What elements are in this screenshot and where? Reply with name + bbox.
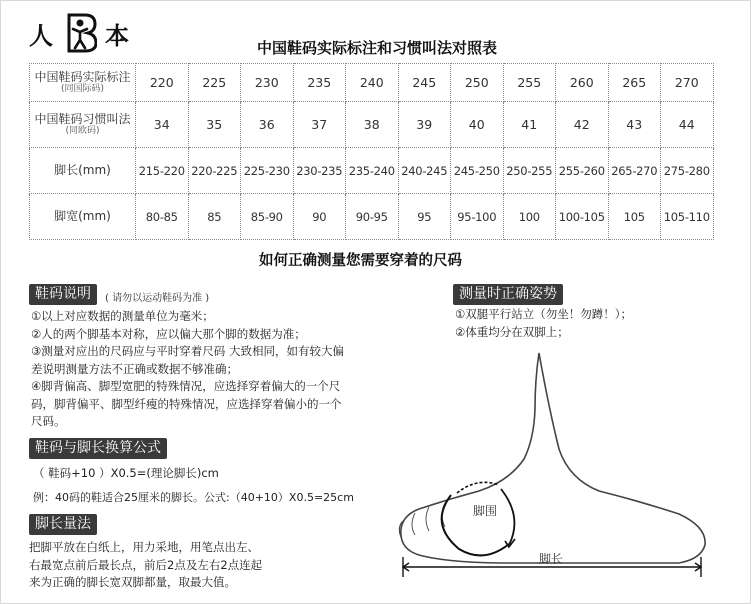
table-cell: 275-280 bbox=[661, 148, 714, 194]
table-cell: 80-85 bbox=[136, 194, 189, 240]
row-sublabel: (同欧码) bbox=[65, 126, 100, 136]
table-cell: 230-235 bbox=[293, 148, 346, 194]
size-conversion-table bbox=[29, 63, 714, 240]
table-cell: 35 bbox=[188, 102, 241, 148]
method-line: 把脚平放在白纸上，用力采地，用笔点出左、 bbox=[29, 540, 259, 554]
method-line: 右最宽点前后最长点，前后2点及左右2点连起 bbox=[29, 557, 263, 572]
posture-line: ①双腿平行站立（勿坐！勿蹲！）； bbox=[455, 307, 633, 321]
foot-outline bbox=[401, 353, 705, 563]
formula-block bbox=[33, 465, 354, 506]
measure-title: 如何正确测量您需要穿着的尺码 bbox=[259, 253, 462, 269]
posture-list bbox=[455, 306, 632, 341]
table-cell: 100-105 bbox=[556, 194, 609, 240]
table-cell: 225-230 bbox=[241, 148, 294, 194]
row-label: 脚长(mm) bbox=[54, 163, 111, 177]
table-cell: 41 bbox=[503, 102, 556, 148]
table-cell: 255-260 bbox=[556, 148, 609, 194]
table-cell: 40 bbox=[451, 102, 504, 148]
foot-measurement-illustration bbox=[389, 349, 719, 581]
table-cell: 42 bbox=[556, 102, 609, 148]
table-cell: 85 bbox=[188, 194, 241, 240]
table-row bbox=[30, 102, 714, 148]
table-cell: 39 bbox=[398, 102, 451, 148]
row-sublabel: (同国际码) bbox=[60, 84, 105, 94]
person-logo-icon bbox=[63, 13, 97, 53]
table-cell: 265-270 bbox=[608, 148, 661, 194]
table-cell: 230 bbox=[241, 64, 294, 102]
row-label: 中国鞋码习惯叫法 bbox=[34, 112, 131, 126]
row-label: 脚宽(mm) bbox=[54, 209, 111, 223]
table-cell: 265 bbox=[608, 64, 661, 102]
size-note-line: 码，脚背偏平、脚型纤瘦的特殊情况，应选择穿着偏小的一个 bbox=[31, 396, 342, 411]
table-row bbox=[30, 64, 714, 102]
size-note-tag: 鞋码说明 bbox=[29, 284, 97, 305]
brand-logo bbox=[29, 11, 129, 55]
table-cell: 270 bbox=[661, 64, 714, 102]
table-cell: 36 bbox=[241, 102, 294, 148]
row-header bbox=[30, 102, 136, 148]
formula-line: （ 鞋码+10 ）X0.5=(理论脚长)cm bbox=[33, 466, 219, 480]
table-row bbox=[30, 194, 714, 240]
formula-tag: 鞋码与脚长换算公式 bbox=[29, 438, 167, 459]
posture-line: ②体重均分在双脚上； bbox=[455, 324, 569, 339]
table-cell: 225 bbox=[188, 64, 241, 102]
table-cell: 85-90 bbox=[241, 194, 294, 240]
table-cell: 215-220 bbox=[136, 148, 189, 194]
row-label: 中国鞋码实际标注 bbox=[34, 70, 131, 84]
table-cell: 235 bbox=[293, 64, 346, 102]
table-cell: 95-100 bbox=[451, 194, 504, 240]
table-cell: 240-245 bbox=[398, 148, 451, 194]
size-note-remark: ( 请勿以运动鞋码为准 ) bbox=[105, 293, 210, 304]
size-note-line: ①以上对应数据的测量单位为毫米； bbox=[31, 309, 214, 323]
posture-tag: 测量时正确姿势 bbox=[453, 284, 563, 305]
table-cell: 250 bbox=[451, 64, 504, 102]
table-cell: 90 bbox=[293, 194, 346, 240]
formula-example: 例：40码的鞋适合25厘米的脚长。公式:（40+10）X0.5=25cm bbox=[33, 490, 354, 504]
method-tag: 脚长量法 bbox=[29, 514, 97, 535]
table-row bbox=[30, 148, 714, 194]
table-cell: 95 bbox=[398, 194, 451, 240]
table-cell: 105 bbox=[608, 194, 661, 240]
table-cell: 220-225 bbox=[188, 148, 241, 194]
row-header bbox=[30, 148, 136, 194]
table-cell: 43 bbox=[608, 102, 661, 148]
table-cell: 240 bbox=[346, 64, 399, 102]
length-label: 脚长 bbox=[539, 552, 564, 566]
table-cell: 90-95 bbox=[346, 194, 399, 240]
row-header bbox=[30, 64, 136, 102]
table-cell: 245 bbox=[398, 64, 451, 102]
table-cell: 260 bbox=[556, 64, 609, 102]
page-title: 中国鞋码实际标注和习惯叫法对照表 bbox=[257, 39, 498, 57]
logo-char-left: 人 bbox=[29, 20, 53, 50]
table-cell: 255 bbox=[503, 64, 556, 102]
method-list bbox=[29, 539, 262, 592]
girth-label: 脚围 bbox=[473, 504, 498, 518]
method-line: 来为正确的脚长宽双脚都量，取最大值。 bbox=[29, 575, 236, 589]
size-note-line: 差说明测量方法不正确或数据不够准确； bbox=[31, 361, 238, 376]
logo-char-right: 本 bbox=[105, 20, 129, 50]
size-note-line: ④脚背偏高、脚型宽肥的特殊情况，应选择穿着偏大的一个尺 bbox=[31, 379, 341, 393]
size-note-list bbox=[31, 308, 344, 431]
row-header bbox=[30, 194, 136, 240]
table-cell: 38 bbox=[346, 102, 399, 148]
table-cell: 220 bbox=[136, 64, 189, 102]
table-cell: 245-250 bbox=[451, 148, 504, 194]
size-note-line: ③测量对应出的尺码应与平时穿着尺码 大致相同，如有较大偏 bbox=[31, 344, 344, 358]
size-note-line: ②人的两个脚基本对称，应以偏大那个脚的数据为准； bbox=[31, 326, 306, 341]
table-cell: 100 bbox=[503, 194, 556, 240]
table-cell: 37 bbox=[293, 102, 346, 148]
table-cell: 235-240 bbox=[346, 148, 399, 194]
table-cell: 105-110 bbox=[661, 194, 714, 240]
table-cell: 250-255 bbox=[503, 148, 556, 194]
size-note-line: 尺码。 bbox=[31, 414, 66, 428]
table-cell: 44 bbox=[661, 102, 714, 148]
table-cell: 34 bbox=[136, 102, 189, 148]
